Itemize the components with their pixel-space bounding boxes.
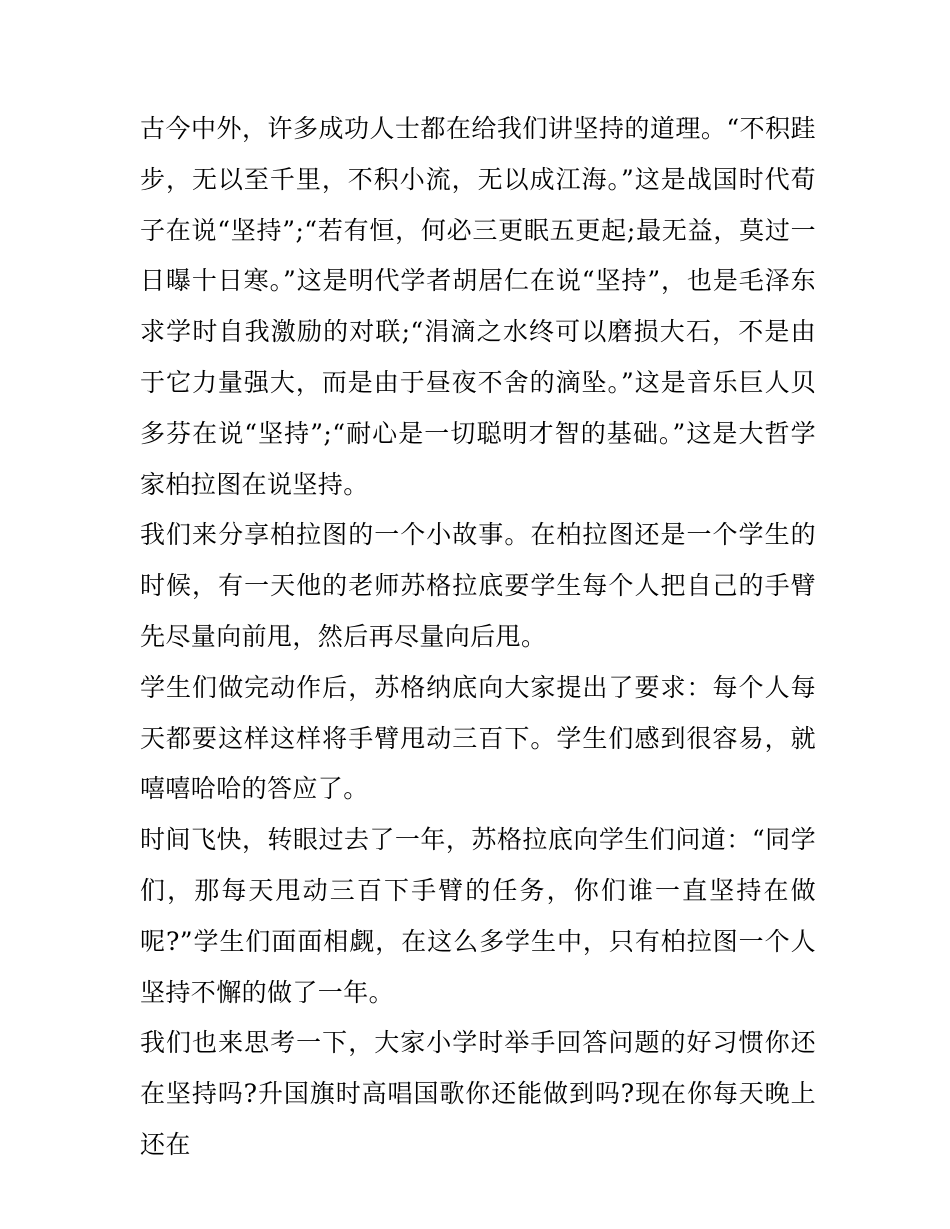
document-body	[140, 104, 816, 1171]
paragraph-reflection: 我们也来思考一下，大家小学时举手回答问题的好习惯你还在坚持吗?升国旗时高唱国歌你还能做到吗?现在你每天晚上还在	[140, 1028, 816, 1159]
paragraph-perseverance-quotes: 古今中外，许多成功人士都在给我们讲坚持的道理。“不积跬步，无以至千里，不积小流，无以成江海。”这是战国时代荀子在说“坚持”;“若有恒，何必三更眠五更起;最无益，莫过一日曝十日寒。”这是明代学者胡居仁在说“坚持”，也是毛泽东求学时自我激励的对联;“涓滴之水终可以磨损大石，不是由于它力量强大，而是由于昼夜不舍的滴坠。”这是音乐巨人贝多芬在说“坚持”;“耐心是一切聪明才智的基础。”这是大哲学家柏拉图在说坚持。	[140, 114, 816, 499]
paragraph-one-year-later: 时间飞快，转眼过去了一年，苏格拉底向学生们问道：“同学们，那每天甩动三百下手臂的任务，你们谁一直坚持在做呢?”学生们面面相觑，在这么多学生中，只有柏拉图一个人坚持不懈的做了一年。	[140, 825, 816, 1007]
paragraph-plato-story-intro: 我们来分享柏拉图的一个小故事。在柏拉图还是一个学生的时候，有一天他的老师苏格拉底要学生每个人把自己的手臂先尽量向前甩，然后再尽量向后甩。	[140, 520, 816, 651]
paragraph-socrates-request: 学生们做完动作后，苏格纳底向大家提出了要求：每个人每天都要这样这样将手臂甩动三百下。学生们感到很容易，就嘻嘻哈哈的答应了。	[140, 672, 816, 804]
